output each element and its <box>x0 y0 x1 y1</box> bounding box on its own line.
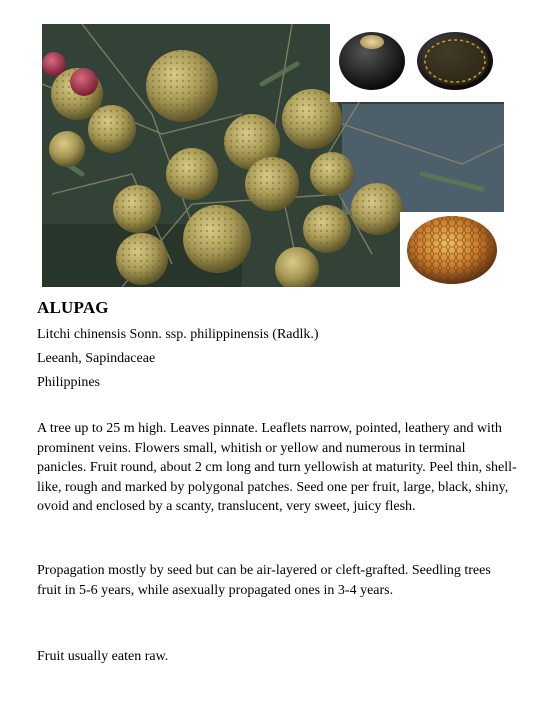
page-title: ALUPAG <box>37 298 109 317</box>
propagation-paragraph: Propagation mostly by seed but can be air-layered or cleft-grafted. Seedling trees fruit in 5-6 years, while asexually propagated ones in 3-4 years. <box>37 563 491 598</box>
cut-fruit-inset <box>400 212 504 287</box>
uses-paragraph: Fruit usually eaten raw. <box>37 649 169 664</box>
scientific-info <box>37 323 517 395</box>
scientific-name: Litchi chinensis Sonn. ssp. philippinensis (Radlk.) <box>37 327 319 342</box>
alupag-photo <box>42 24 504 287</box>
seed-inset <box>330 24 504 102</box>
description-paragraph: A tree up to 25 m high. Leaves pinnate. Leaflets narrow, pointed, leathery and with prominent veins. Flowers small, whitish or yellow and numerous in terminal panicles. Fruit round, about 2 cm long and turn yellowish at maturity. Peel thin, shell-like, rough and marked by polygonal patches. Seed one per fruit, large, black, shiny, ovoid and enclosed by a scanty, translucent, very sweet, juicy flesh. <box>37 421 517 514</box>
origin: Philippines <box>37 375 101 390</box>
family-name: Leeanh, Sapindaceae <box>37 351 156 366</box>
